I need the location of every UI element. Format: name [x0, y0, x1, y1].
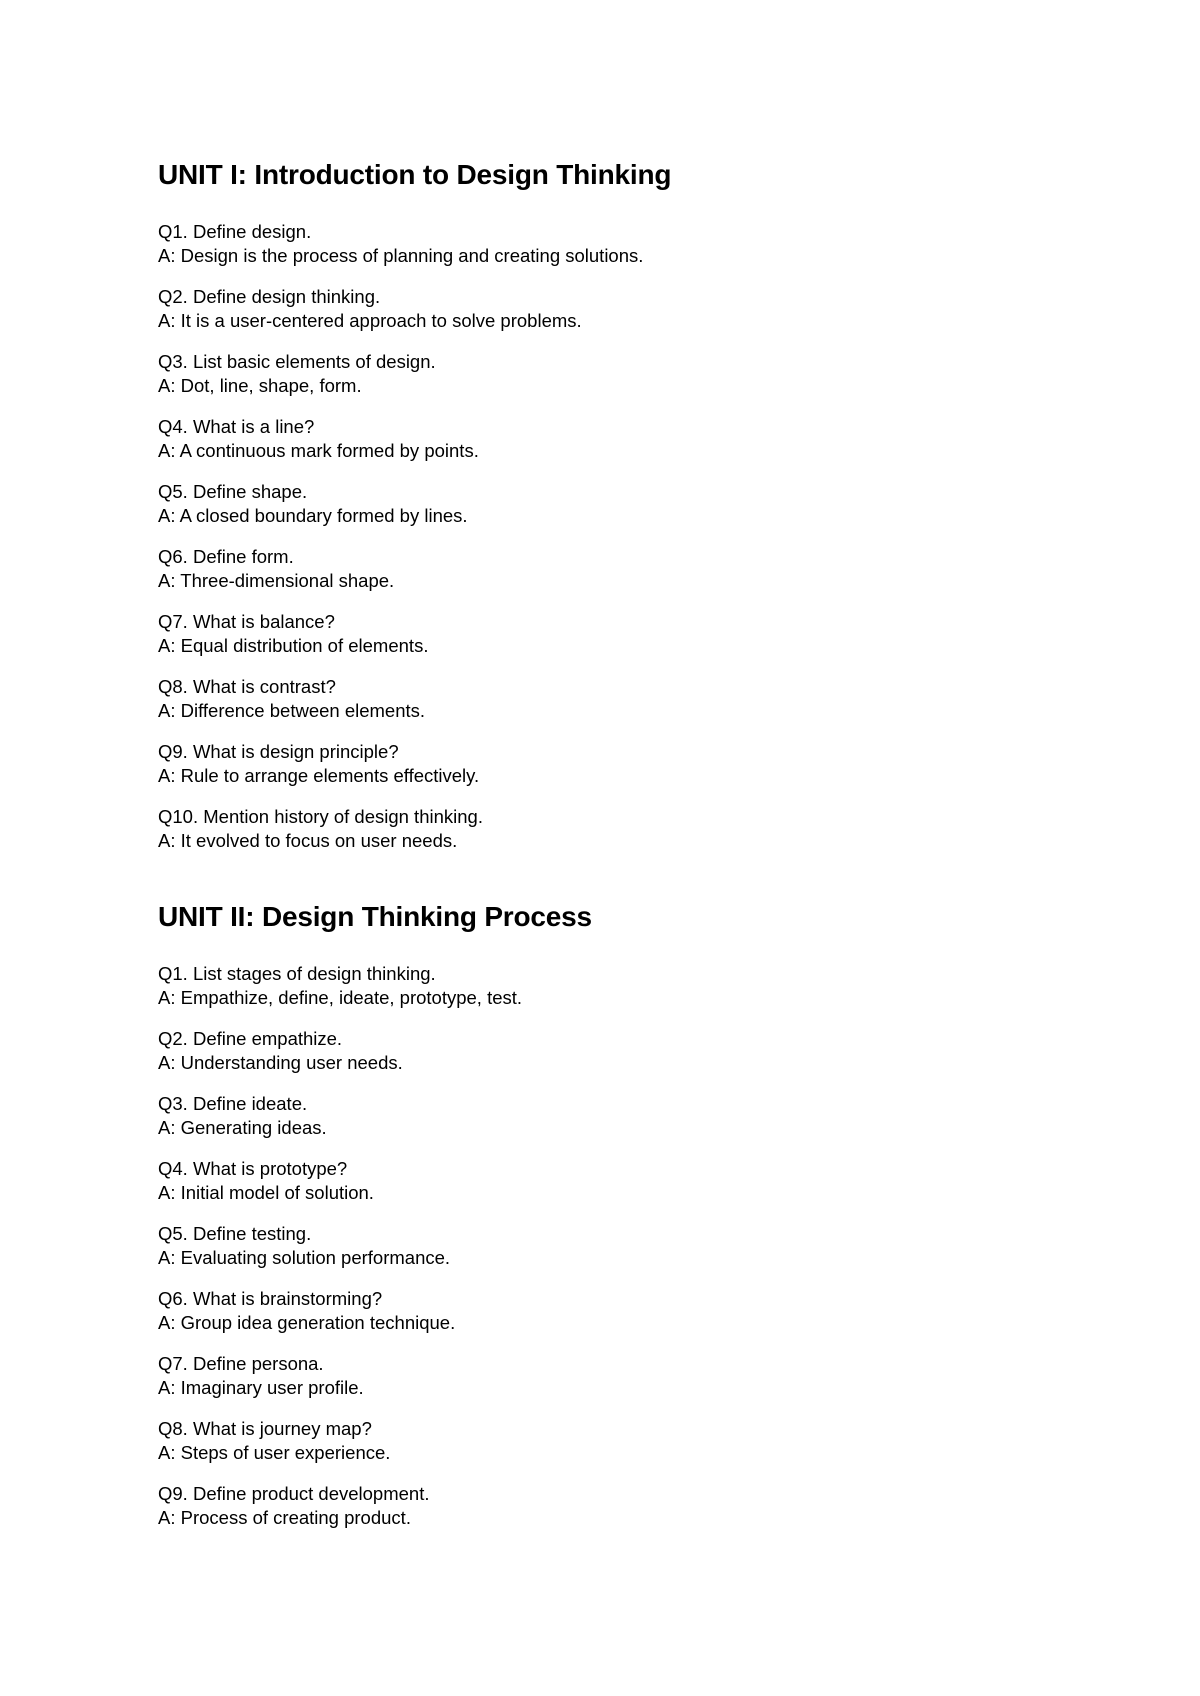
question: Q7. Define persona. — [158, 1353, 324, 1374]
question: Q9. Define product development. — [158, 1483, 430, 1504]
answer: A: Difference between elements. — [158, 700, 426, 721]
question: Q10. Mention history of design thinking. — [158, 806, 483, 827]
question: Q8. What is contrast? — [158, 676, 336, 697]
unit-2-section — [158, 900, 1118, 1547]
qa-item — [158, 350, 1118, 415]
answer: A: A continuous mark formed by points. — [158, 440, 479, 461]
answer: A: Evaluating solution performance. — [158, 1247, 451, 1268]
answer: A: A closed boundary formed by lines. — [158, 505, 468, 526]
question: Q2. Define empathize. — [158, 1028, 343, 1049]
answer: A: Process of creating product. — [158, 1507, 411, 1528]
question: Q6. What is brainstorming? — [158, 1288, 383, 1309]
answer: A: Imaginary user profile. — [158, 1377, 364, 1398]
qa-item — [158, 740, 1118, 805]
unit-2-qa-list — [158, 962, 1118, 1547]
question: Q9. What is design principle? — [158, 741, 399, 762]
qa-item — [158, 610, 1118, 675]
question: Q6. Define form. — [158, 546, 294, 567]
question: Q5. Define shape. — [158, 481, 308, 502]
qa-item — [158, 1222, 1118, 1287]
qa-item — [158, 675, 1118, 740]
qa-item — [158, 220, 1118, 285]
qa-item — [158, 962, 1118, 1027]
question: Q7. What is balance? — [158, 611, 335, 632]
qa-item — [158, 415, 1118, 480]
qa-item — [158, 545, 1118, 610]
answer: A: Dot, line, shape, form. — [158, 375, 362, 396]
qa-item — [158, 1092, 1118, 1157]
unit-1-title: UNIT I: Introduction to Design Thinking — [158, 159, 672, 190]
qa-item — [158, 480, 1118, 545]
qa-item — [158, 1352, 1118, 1417]
qa-item — [158, 1027, 1118, 1092]
answer: A: Design is the process of planning and creating solutions. — [158, 245, 644, 266]
answer: A: Rule to arrange elements effectively. — [158, 765, 480, 786]
question: Q3. Define ideate. — [158, 1093, 308, 1114]
unit-1-section — [158, 158, 1118, 870]
qa-item — [158, 285, 1118, 350]
unit-1-qa-list — [158, 220, 1118, 870]
answer: A: Generating ideas. — [158, 1117, 327, 1138]
question: Q1. List stages of design thinking. — [158, 963, 436, 984]
qa-item — [158, 1157, 1118, 1222]
unit-2-title: UNIT II: Design Thinking Process — [158, 901, 592, 932]
answer: A: It evolved to focus on user needs. — [158, 830, 458, 851]
question: Q1. Define design. — [158, 221, 312, 242]
answer: A: Group idea generation technique. — [158, 1312, 456, 1333]
question: Q4. What is a line? — [158, 416, 315, 437]
question: Q2. Define design thinking. — [158, 286, 381, 307]
answer: A: Three-dimensional shape. — [158, 570, 395, 591]
answer: A: Equal distribution of elements. — [158, 635, 429, 656]
qa-item — [158, 1482, 1118, 1547]
answer: A: Initial model of solution. — [158, 1182, 374, 1203]
question: Q4. What is prototype? — [158, 1158, 348, 1179]
answer: A: Empathize, define, ideate, prototype, test. — [158, 987, 523, 1008]
qa-item — [158, 1417, 1118, 1482]
question: Q5. Define testing. — [158, 1223, 312, 1244]
answer: A: It is a user-centered approach to solve problems. — [158, 310, 582, 331]
question: Q8. What is journey map? — [158, 1418, 372, 1439]
qa-item — [158, 805, 1118, 870]
answer: A: Steps of user experience. — [158, 1442, 391, 1463]
qa-item — [158, 1287, 1118, 1352]
answer: A: Understanding user needs. — [158, 1052, 403, 1073]
question: Q3. List basic elements of design. — [158, 351, 436, 372]
